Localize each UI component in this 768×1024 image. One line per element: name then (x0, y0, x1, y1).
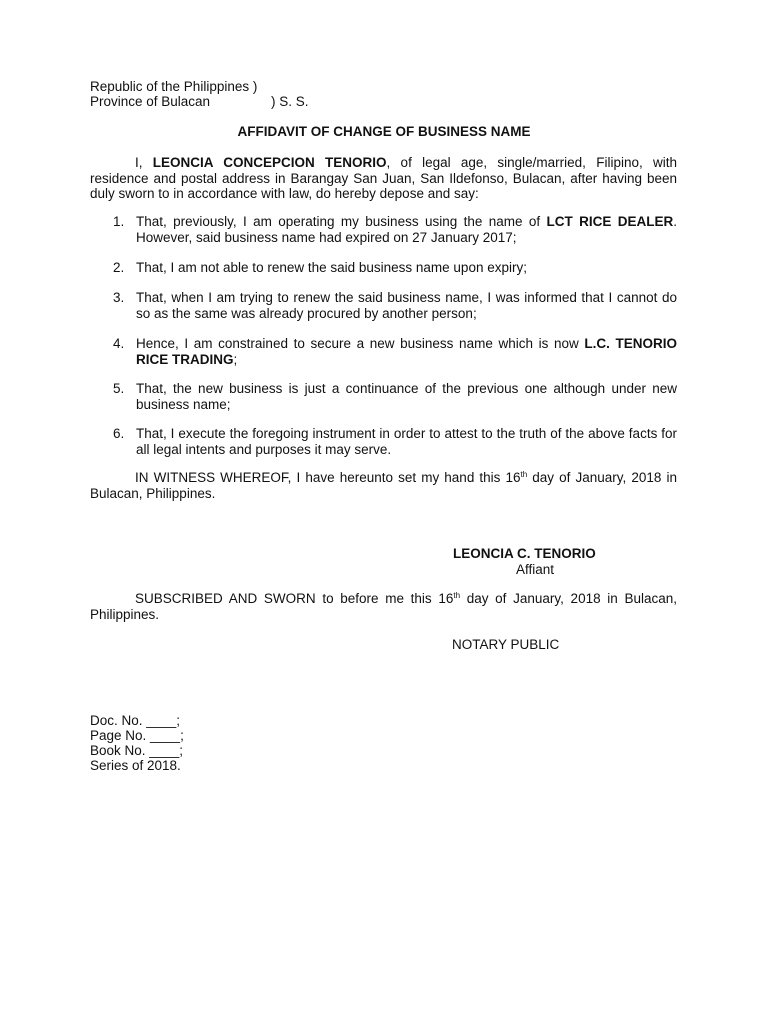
book-number: Book No. ____; (90, 743, 184, 758)
venue-province: Province of Bulacan (90, 94, 211, 109)
affiant-signature-name: LEONCIA C. TENORIO (453, 546, 596, 561)
list-item: 1. That, previously, I am operating my business using the name of LCT RICE DEALER. However, said business name had expired on 27 January 2017; (113, 214, 678, 245)
affiant-full-name: LEONCIA CONCEPCION TENORIO (152, 155, 387, 170)
document-title: AFFIDAVIT OF CHANGE OF BUSINESS NAME (237, 124, 531, 139)
intro-paragraph: I, LEONCIA CONCEPCION TENORIO, of legal age, single/married, Filipino, with residence and postal address in Barangay San Juan, San Ildefonso, Bulacan, after having been duly sworn to in accordance with law, do hereby depose and say: (90, 155, 677, 201)
doc-number: Doc. No. ____; (90, 713, 181, 728)
series-year: Series of 2018. (90, 758, 181, 773)
list-item: 3. That, when I am trying to renew the said business name, I was informed that I cannot do so as the same was already procured by another person; (113, 290, 677, 321)
subscribed-paragraph: SUBSCRIBED AND SWORN to before me this 16th day of January, 2018 in Bulacan, Philippines. (90, 591, 677, 622)
affiant-label: Affiant (516, 562, 555, 577)
venue-ss: ) S. S. (271, 94, 309, 109)
witness-paragraph: IN WITNESS WHEREOF, I have hereunto set my hand this 16th day of January, 2018 in Bulacan, Philippines. (90, 470, 677, 501)
list-item: 2. That, I am not able to renew the said business name upon expiry; (113, 260, 527, 275)
list-item: 4. Hence, I am constrained to secure a new business name which is now L.C. TENORIO RICE TRADING; (113, 336, 678, 367)
list-item: 6. That, I execute the foregoing instrument in order to attest to the truth of the above facts for all legal intents and purposes it may serve. (113, 426, 677, 457)
venue-line-2 (90, 94, 330, 110)
venue-line-1: Republic of the Philippines ) (90, 79, 258, 94)
notary-label: NOTARY PUBLIC (452, 637, 560, 652)
list-item: 5. That, the new business is just a continuance of the previous one although under new business name; (113, 381, 677, 412)
page-number: Page No. ____; (90, 728, 184, 743)
